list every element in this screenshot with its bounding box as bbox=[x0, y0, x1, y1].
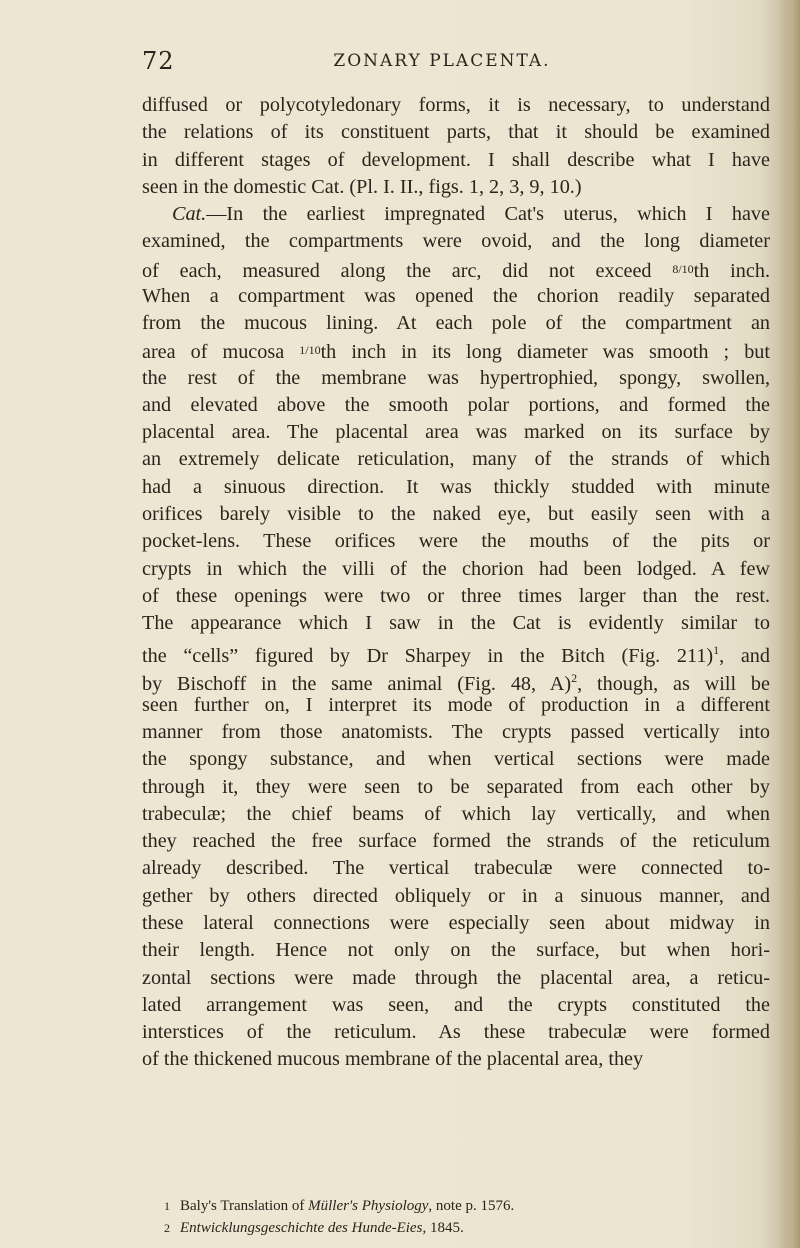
text-line: their length. Hence not only on the surface, but when hori- bbox=[142, 939, 770, 962]
text-line: orifices barely visible to the naked eye, but easily seen with a bbox=[142, 502, 770, 525]
text-run: th inch. bbox=[693, 259, 770, 282]
text-run: area of mucosa bbox=[142, 341, 285, 364]
text-line: seen further on, I interpret its mode of production in a different bbox=[142, 693, 770, 716]
page-header bbox=[142, 47, 742, 77]
text-run: the “cells” figured by Dr Sharpey in the Bitch (Fig. 211) bbox=[142, 645, 714, 668]
footnote-title: Müller's Physiology bbox=[308, 1198, 429, 1214]
text-line: already described. The vertical trabeculæ were connected to- bbox=[142, 857, 770, 880]
footnote bbox=[164, 1217, 764, 1239]
text-line: in different stages of development. I shall describe what I have bbox=[142, 148, 770, 171]
text-line: and elevated above the smooth polar portions, and formed the bbox=[142, 393, 770, 416]
text-run: th inch in its long diameter was smooth ; but bbox=[320, 341, 770, 364]
text-line: from the mucous lining. At each pole of the compartment an bbox=[142, 312, 770, 335]
footnote-text: , note p. 1576. bbox=[428, 1198, 515, 1214]
body-text bbox=[142, 92, 770, 1074]
text-line: diffused or polycotyledonary forms, it is necessary, to understand bbox=[142, 94, 770, 116]
text-line: of the thickened mucous membrane of the placental area, they bbox=[142, 1048, 644, 1071]
footnote-title: Entwicklungsgeschichte des Hunde-Eies bbox=[180, 1220, 423, 1236]
text-run: , and bbox=[719, 645, 770, 668]
fraction: 1/10 bbox=[299, 343, 321, 358]
text-line: an extremely delicate reticulation, many of the strands of which bbox=[142, 448, 770, 471]
footnote bbox=[164, 1195, 764, 1217]
text-line: the spongy substance, and when vertical sections were made bbox=[142, 748, 770, 771]
text-line: had a sinuous direction. It was thickly studded with minute bbox=[142, 475, 770, 498]
text-line: manner from those anatomists. The crypts passed vertically into bbox=[142, 721, 770, 744]
text-line: crypts in which the villi of the chorion had been lodged. A few bbox=[142, 557, 770, 580]
text-line bbox=[142, 337, 770, 364]
text-line: zontal sections were made through the placental area, a reticu- bbox=[142, 966, 770, 989]
text-line: lated arrangement was seen, and the crypts constituted the bbox=[142, 993, 770, 1016]
text-line bbox=[142, 665, 770, 695]
section-label: Cat. bbox=[172, 203, 207, 226]
text-run: by Bischoff in the same animal (Fig. 48, A) bbox=[142, 672, 572, 695]
fraction: 8/10 bbox=[672, 261, 694, 276]
footnote-mark: 1 bbox=[164, 1199, 170, 1213]
page-number: 72 bbox=[142, 47, 175, 75]
text-line: through it, they were seen to be separated from each other by bbox=[142, 775, 770, 798]
text-line bbox=[142, 637, 770, 668]
text-run: of each, measured along the arc, did not exceed bbox=[142, 259, 652, 282]
text-line: pocket-lens. These orifices were the mouths of the pits or bbox=[142, 530, 770, 553]
text-line: interstices of the reticulum. As these trabeculæ were formed bbox=[142, 1021, 770, 1044]
footnote-ref: 2 bbox=[571, 670, 578, 685]
text-line: examined, the compartments were ovoid, and the long diameter bbox=[142, 230, 770, 253]
text-line: seen in the domestic Cat. (Pl. I. II., figs. 1, 2, 3, 9, 10.) bbox=[142, 175, 582, 198]
text-line: The appearance which I saw in the Cat is evidently similar to bbox=[142, 612, 770, 635]
running-head: ZONARY PLACENTA. bbox=[333, 51, 551, 71]
text-run: , though, as will be bbox=[577, 672, 770, 695]
text-line bbox=[142, 201, 770, 228]
footnotes bbox=[164, 1195, 764, 1239]
page-edge bbox=[778, 0, 800, 1248]
text-line: gether by others directed obliquely or in a sinuous manner, and bbox=[142, 884, 770, 907]
text-line: the rest of the membrane was hypertrophied, spongy, swollen, bbox=[142, 366, 770, 389]
footnote-text: , 1845. bbox=[422, 1220, 464, 1236]
text-line: the relations of its constituent parts, that it should be examined bbox=[142, 121, 770, 144]
footnote-text: Baly's Translation of bbox=[180, 1198, 309, 1214]
text-line: they reached the free surface formed the strands of the reticulum bbox=[142, 830, 770, 853]
text-line: placental area. The placental area was marked on its surface by bbox=[142, 421, 770, 444]
text-line: these lateral connections were especially seen about midway in bbox=[142, 911, 770, 934]
text-line: of these openings were two or three times larger than the rest. bbox=[142, 584, 770, 607]
text-line: When a compartment was opened the chorion readily separated bbox=[142, 284, 770, 307]
text-line: trabeculæ; the chief beams of which lay vertically, and when bbox=[142, 802, 770, 825]
footnote-mark: 2 bbox=[164, 1221, 170, 1235]
text-run: —In the earliest impregnated Cat's uterus, which I have bbox=[206, 203, 770, 226]
text-line bbox=[142, 256, 770, 283]
footnote-ref: 1 bbox=[713, 643, 720, 658]
